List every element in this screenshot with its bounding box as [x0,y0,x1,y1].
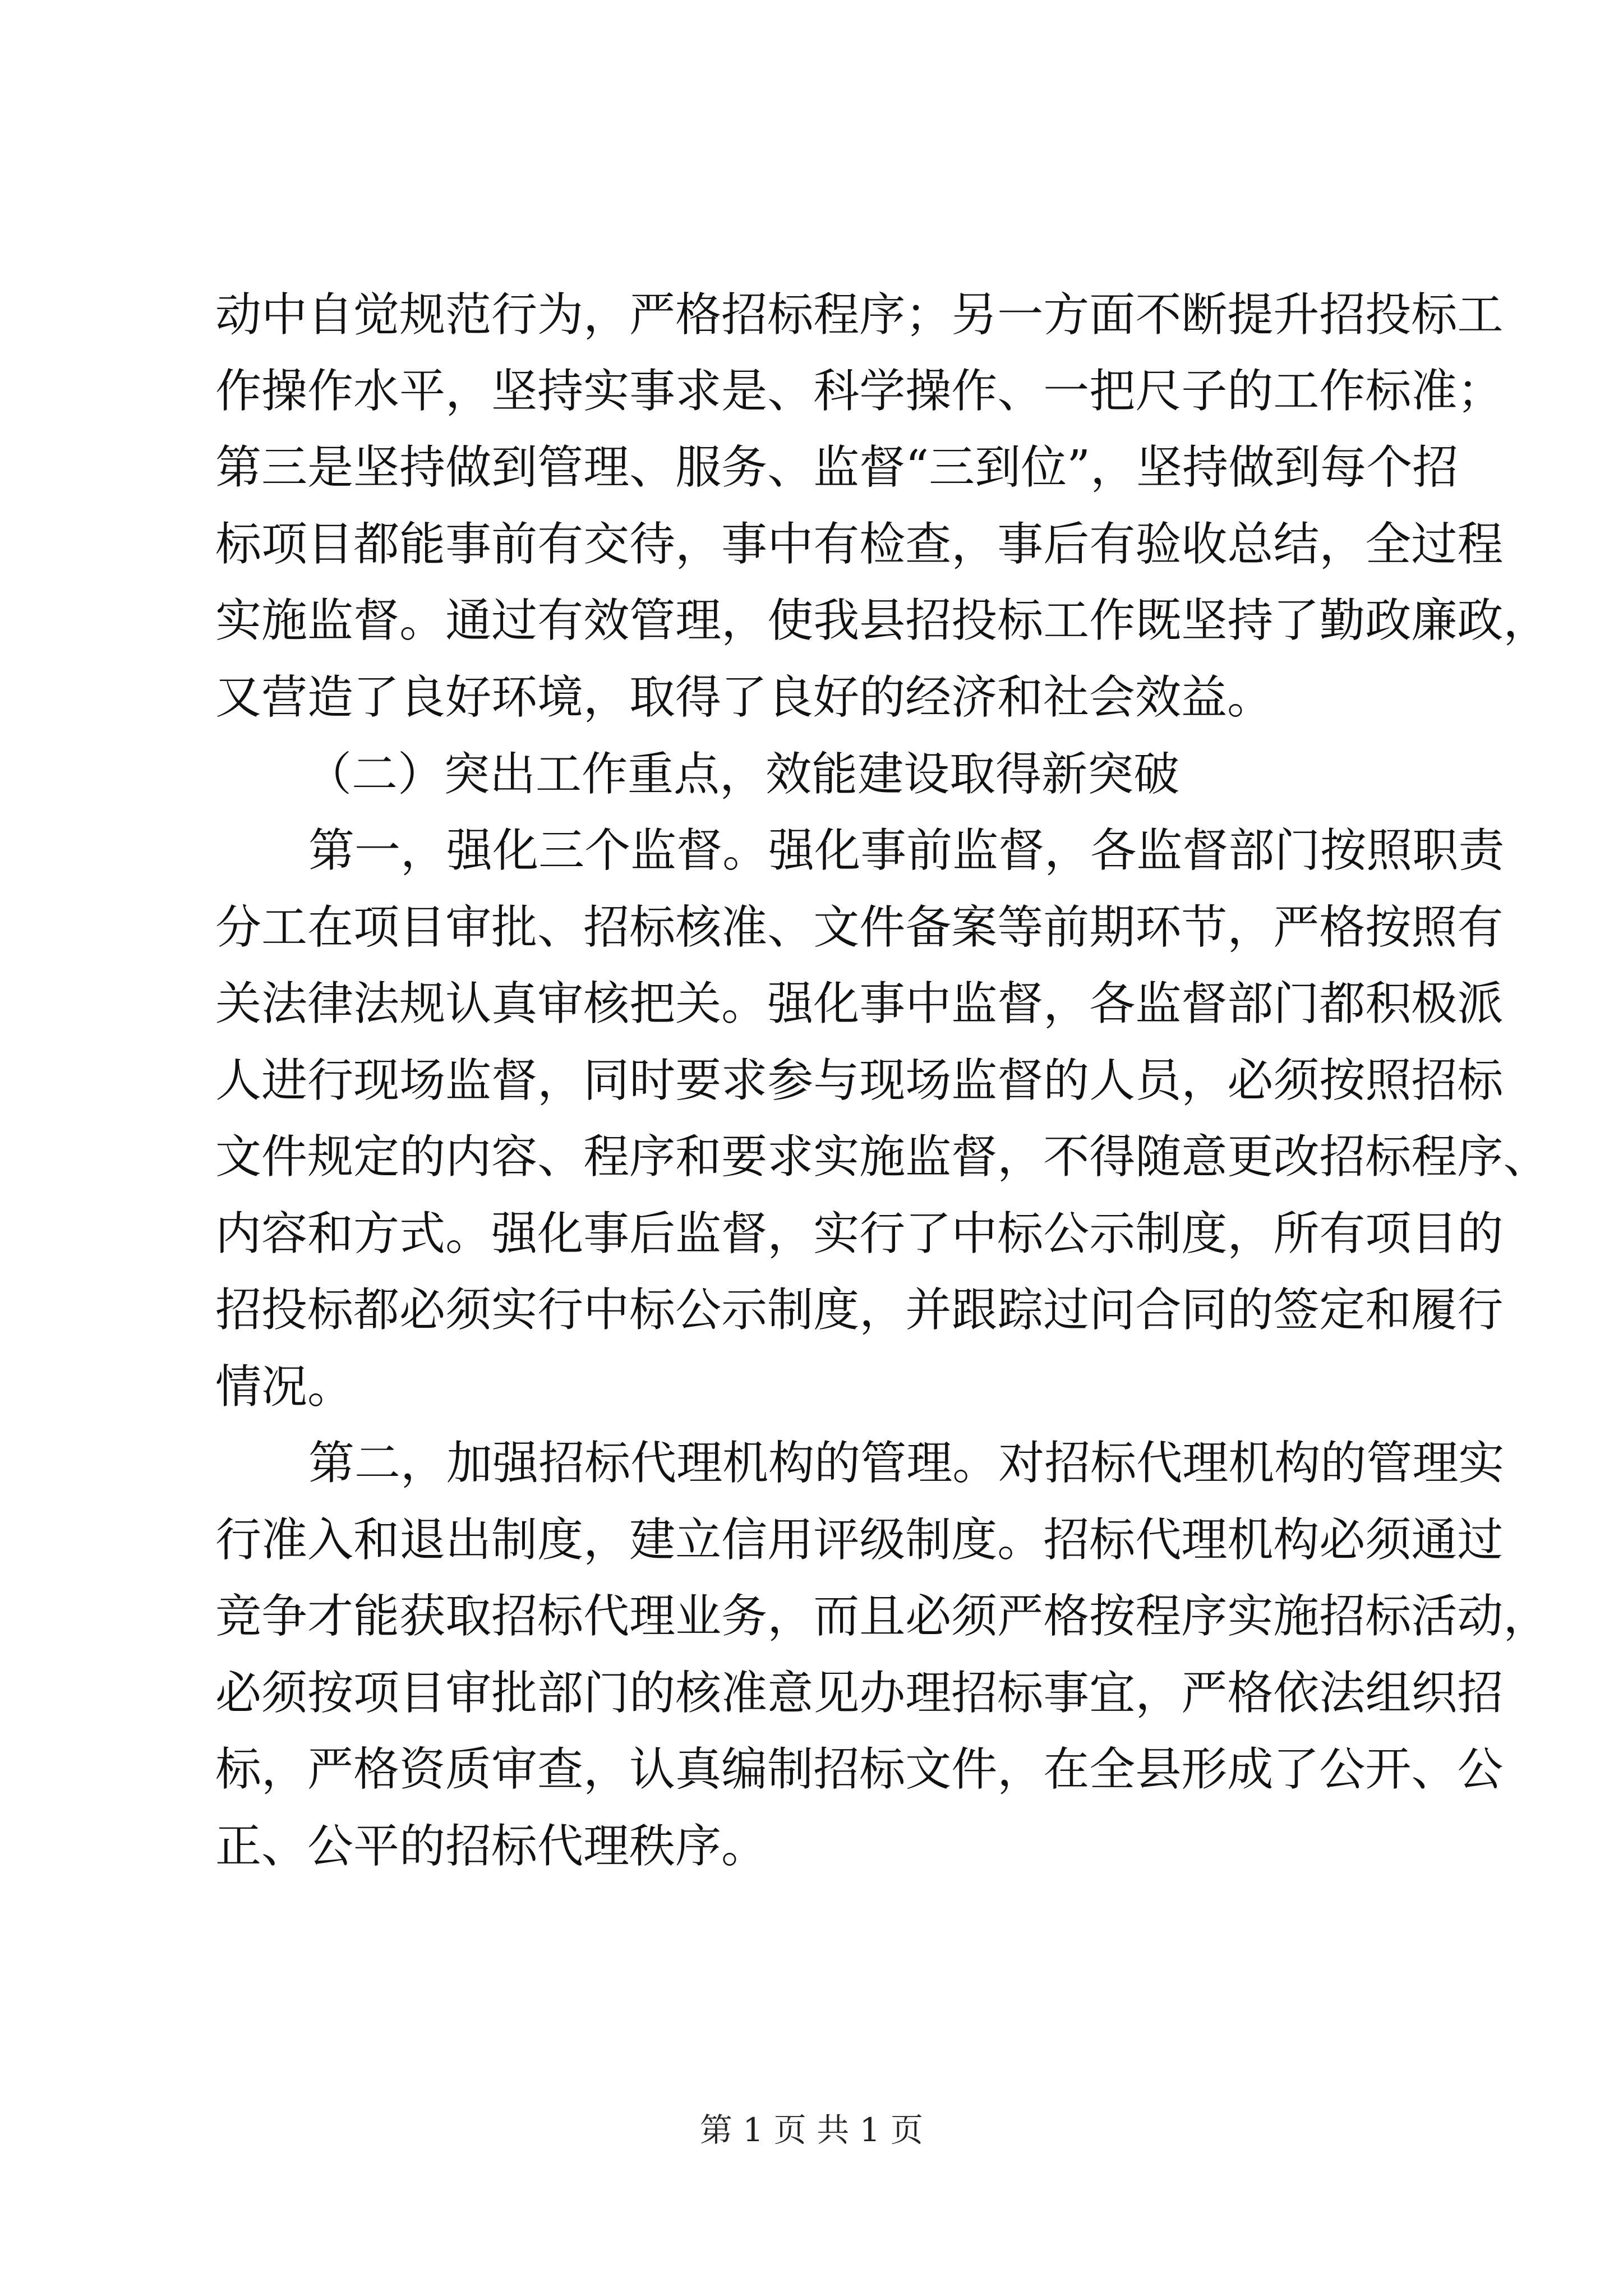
body-line-13: 内 容 和 方 式 。 强 化 事 后 监 督 ， 实 行 了 中 标 公 示 制 度 ， 所 有 项 目 的 [215,1207,1504,1260]
body-line-12: 文 件 规 定 的 内 容 、 程 序 和 要 求 实 施 监 督 ， 不 得 随 意 更 改 招 标 程 序 、 [215,1130,1550,1184]
body-line-9: 分 工 在 项 目 审 批 、 招 标 核 准 、 文 件 备 案 等 前 期 环 节 ， 严 格 按 照 有 [215,901,1504,954]
body-line-19: 必 须 按 项 目 审 批 部 门 的 核 准 意 见 办 理 招 标 事 宜 ， 严 格 依 法 组 织 招 [215,1667,1504,1720]
body-line-16: 第 二 ， 加 强 招 标 代 理 机 构 的 管 理 。 对 招 标 代 理 机 构 的 管 理 实 [308,1437,1505,1490]
section-heading: （二）突出工作重点，效能建设取得新突破 [306,748,1180,801]
body-line-21: 正、公平的招标代理秩序。 [215,1820,768,1873]
body-line-4: 标 项 目 都 能 事 前 有 交 待 ， 事 中 有 检 查 ， 事 后 有 验 收 总 结 ， 全 过 程 [215,518,1504,571]
body-line-17: 行 准 入 和 退 出 制 度 ， 建 立 信 用 评 级 制 度 。 招 标 代 理 机 构 必 须 通 过 [215,1513,1504,1567]
body-line-2: 作 操 作 水 平 ， 坚 持 实 事 求 是 、 科 学 操 作 、 一 把 尺 子 的 工 作 标 准 ； [215,365,1504,418]
body-line-15: 情况。 [215,1360,354,1414]
body-line-1: 动 中 自 觉 规 范 行 为 ， 严 格 招 标 程 序 ； 另 一 方 面 不 断 提 升 招 投 标 工 [215,288,1504,342]
body-line-10: 关 法 律 法 规 认 真 审 核 把 关 。 强 化 事 中 监 督 ， 各 监 督 部 门 都 积 极 派 [215,977,1504,1030]
body-line-5: 实 施 监 督 。 通 过 有 效 管 理 ， 使 我 县 招 投 标 工 作 既 坚 持 了 勤 政 廉 政 ， [215,594,1550,647]
body-line-14: 招 投 标 都 必 须 实 行 中 标 公 示 制 度 ， 并 跟 踪 过 问 合 同 的 签 定 和 履 行 [215,1283,1504,1337]
body-line-6: 又营造了良好环境，取得了良好的经济和社会效益。 [215,671,1274,724]
body-line-18: 竞 争 才 能 获 取 招 标 代 理 业 务 ， 而 且 必 须 严 格 按 程 序 实 施 招 标 活 动 ， [215,1590,1550,1643]
body-line-20: 标 ， 严 格 资 质 审 查 ， 认 真 编 制 招 标 文 件 ， 在 全 县 形 成 了 公 开 、 公 [215,1743,1504,1796]
body-line-11: 人 进 行 现 场 监 督 ， 同 时 要 求 参 与 现 场 监 督 的 人 员 ， 必 须 按 照 招 标 [215,1054,1504,1107]
body-line-8: 第 一 ， 强 化 三 个 监 督 。 强 化 事 前 监 督 ， 各 监 督 部 门 按 照 职 责 [308,824,1505,877]
page-footer: 第 1 页 共 1 页 [700,2111,923,2149]
body-line-3: 第 三 是 坚 持 做 到 管 理 、 服 务 、 监 督 “ 三 到 位 ” ， 坚 持 做 到 每 个 招 [215,441,1459,494]
